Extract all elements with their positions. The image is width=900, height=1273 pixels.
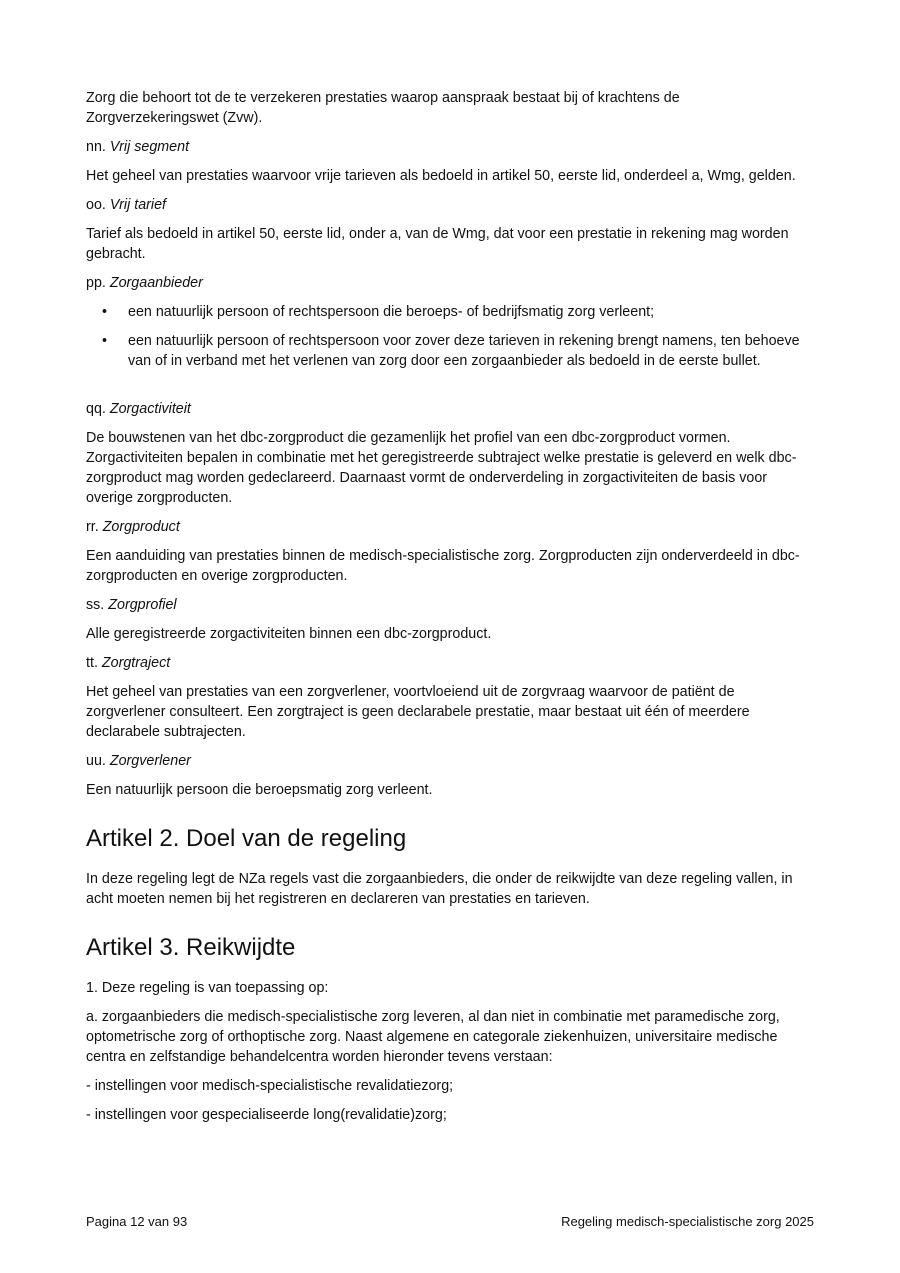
definition-zorgprofiel: Alle geregistreerde zorgactiviteiten binnen een dbc-zorgproduct.: [86, 626, 492, 642]
bullet-icon: •: [102, 333, 108, 349]
definition-zorgactiviteit: De bouwstenen van het dbc-zorgproduct die gezamenlijk het profiel van een dbc-zorgproduct vormen. Zorgactiviteiten bepalen in combinatie met het geregistreerde subtraject welke prestatie is geleverd en welk dbc-zorgproduct mag worden gedeclareerd. Daarnaast vormt de onderverdeling in zorgactiviteiten de basis voor overige zorgproducten.: [86, 430, 797, 506]
term-name: Zorgaanbieder: [109, 275, 203, 291]
heading-artikel-2: Artikel 2. Doel van de regeling: [86, 825, 407, 852]
artikel-3-item-longzorg: - instellingen voor gespecialiseerde long(revalidatie)zorg;: [86, 1107, 447, 1123]
document-title: Regeling medisch-specialistische zorg 2025: [561, 1214, 814, 1229]
page-number: Pagina 12 van 93: [86, 1214, 188, 1229]
term-label: rr.: [86, 519, 99, 535]
term-name: Zorgverlener: [109, 753, 191, 769]
term-label: qq.: [86, 401, 106, 417]
term-vrij-segment: [86, 137, 814, 157]
definition-zorgtraject: Het geheel van prestaties van een zorgverlener, voortvloeiend uit de zorgvraag waarvoor de patiënt de zorgverlener consulteert. Een zorgtraject is geen declarabele prestatie, maar bestaat uit één of meerdere declarabele subtrajecten.: [86, 684, 750, 740]
definition-vrij-segment: Het geheel van prestaties waarvoor vrije tarieven als bedoeld in artikel 50, eerste lid, onderdeel a, Wmg, gelden.: [86, 168, 796, 184]
intro-paragraph: Zorg die behoort tot de te verzekeren prestaties waarop aanspraak bestaat bij of krachtens de Zorgverzekeringswet (Zvw).: [86, 90, 680, 126]
definition-zorgproduct: Een aanduiding van prestaties binnen de medisch-specialistische zorg. Zorgproducten zijn onderverdeeld in dbc-zorgproducten en overige zorgproducten.: [86, 548, 800, 584]
term-name: Zorgproduct: [102, 519, 180, 535]
definition-vrij-tarief: Tarief als bedoeld in artikel 50, eerste lid, onder a, van de Wmg, dat voor een prestatie in rekening mag worden gebracht.: [86, 226, 789, 262]
definition-zorgverlener: Een natuurlijk persoon die beroepsmatig zorg verleent.: [86, 782, 433, 798]
bullet-icon: •: [102, 304, 108, 320]
term-label: ss.: [86, 597, 105, 613]
term-zorgproduct: [86, 517, 814, 537]
zorgaanbieder-bullet-list: [86, 302, 814, 371]
heading-artikel-3: Artikel 3. Reikwijdte: [86, 934, 296, 961]
term-name: Zorgprofiel: [108, 597, 177, 613]
artikel-3-item-revalidatiezorg: - instellingen voor medisch-specialistische revalidatiezorg;: [86, 1078, 454, 1094]
term-label: oo.: [86, 197, 106, 213]
term-vrij-tarief: [86, 195, 814, 215]
term-zorgverlener: [86, 751, 814, 771]
artikel-3-paragraph-a: a. zorgaanbieders die medisch-specialistische zorg leveren, al dan niet in combinatie met paramedische zorg, optometrische zorg of orthoptische zorg. Naast algemene en categorale ziekenhuizen, universitaire medische centra en zelfstandige behandelcentra worden hieronder tevens verstaan:: [86, 1009, 780, 1065]
term-name: Zorgactiviteit: [109, 401, 191, 417]
term-name: Zorgtraject: [101, 655, 171, 671]
list-item-text: een natuurlijk persoon of rechtspersoon die beroeps- of bedrijfsmatig zorg verleent;: [128, 304, 655, 320]
list-item: [86, 302, 814, 322]
term-name: Vrij tarief: [109, 197, 167, 213]
artikel-3-paragraph-1: 1. Deze regeling is van toepassing op:: [86, 980, 329, 996]
page-footer: [86, 1213, 814, 1231]
term-label: tt.: [86, 655, 98, 671]
list-item-text: een natuurlijk persoon of rechtspersoon voor zover deze tarieven in rekening brengt namens, ten behoeve van of in verband met het verlenen van zorg door een zorgaanbieder als bedoeld in de eerste bullet.: [128, 333, 800, 369]
document-page: [86, 88, 814, 1134]
term-name: Vrij segment: [109, 139, 190, 155]
artikel-2-paragraph: In deze regeling legt de NZa regels vast die zorgaanbieders, die onder de reikwijdte van deze regeling vallen, in acht moeten nemen bij het registreren en declareren van prestaties en tarieven.: [86, 871, 793, 907]
term-label: uu.: [86, 753, 106, 769]
term-zorgactiviteit: [86, 399, 814, 419]
list-item: [86, 331, 814, 371]
term-zorgtraject: [86, 653, 814, 673]
term-zorgaanbieder: [86, 273, 814, 293]
term-label: pp.: [86, 275, 106, 291]
term-label: nn.: [86, 139, 106, 155]
term-zorgprofiel: [86, 595, 814, 615]
